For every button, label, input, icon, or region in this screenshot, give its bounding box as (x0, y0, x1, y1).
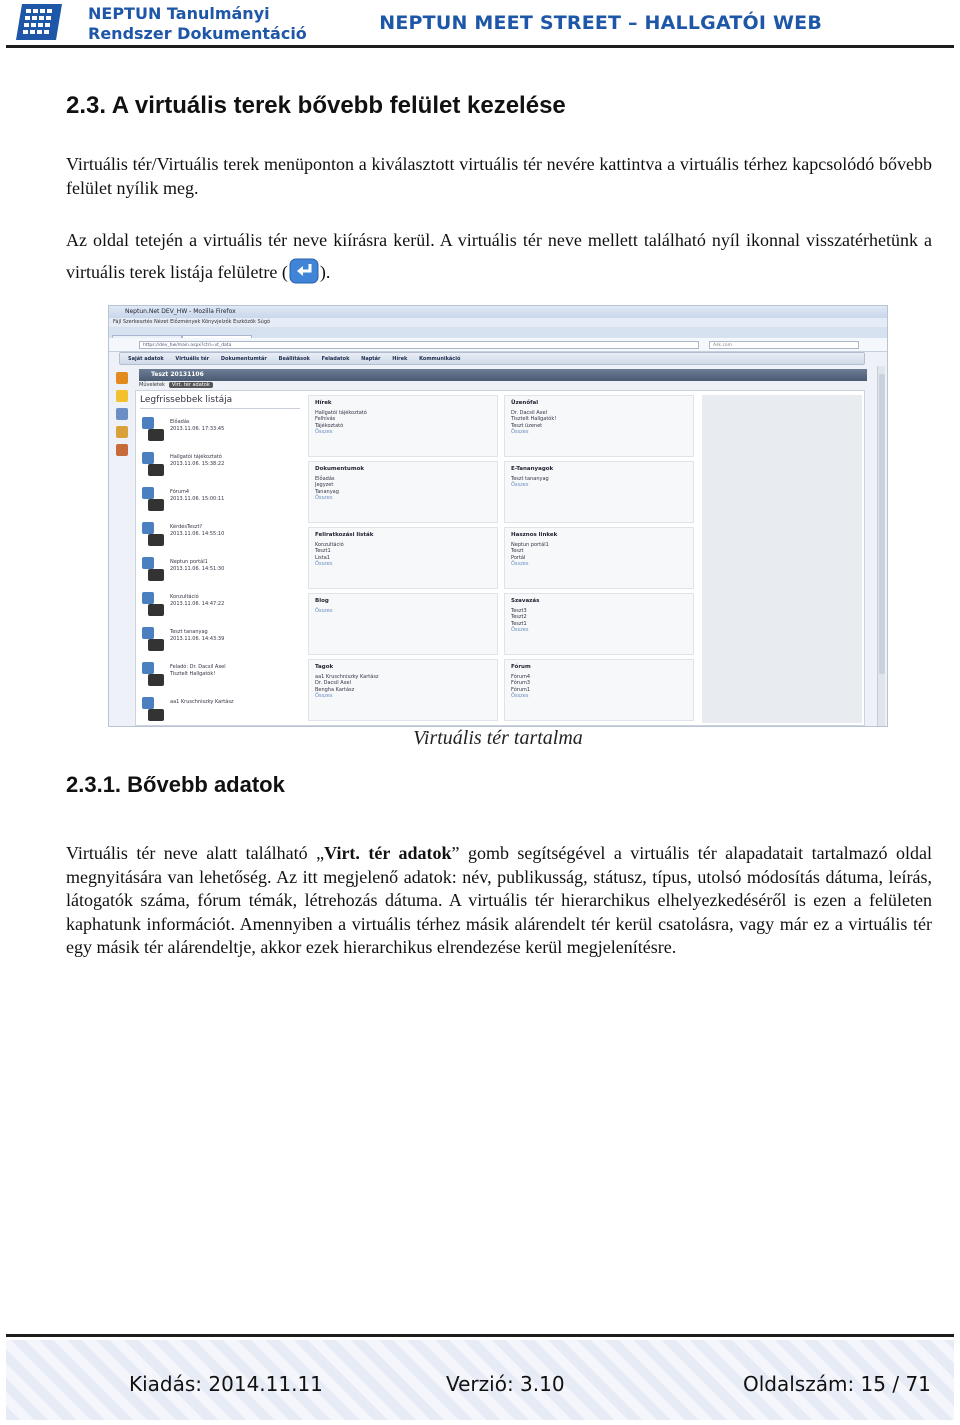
card-line: Teszt üzenet (511, 422, 543, 429)
p2-text-after: ). (319, 262, 331, 282)
side-icon (116, 390, 128, 402)
neptun-logo-icon (14, 2, 64, 42)
card-more-link: Összes (315, 429, 333, 435)
card-more-link: Összes (511, 429, 529, 435)
browser-tabs (109, 327, 887, 338)
item-title: Teszt tananyag (170, 629, 208, 635)
card-more-link: Összes (511, 693, 529, 699)
card-line: Teszt1 (315, 548, 331, 554)
item-date: 2013.11.06. 15:00:11 (170, 496, 225, 502)
card-title: Tagok (315, 664, 334, 670)
list-item (140, 658, 300, 693)
right-panel (702, 395, 862, 723)
side-icon-bar (113, 366, 131, 726)
header-doc-title (88, 4, 307, 44)
item-date: 2013.11.06. 15:38:22 (170, 461, 225, 467)
card-more-link: Összes (315, 495, 333, 501)
module-card (308, 593, 498, 655)
module-card (504, 659, 694, 721)
list-item (140, 413, 300, 448)
card-line: Portál (511, 554, 526, 561)
card-title: Feliratkozási listák (315, 532, 374, 538)
app-nav (119, 352, 865, 365)
card-more-link: Összes (511, 627, 529, 633)
module-card (308, 461, 498, 523)
card-line: Dr. Dacsil Axel (511, 409, 547, 416)
item-date: Tisztelt Hallgatók! (170, 671, 216, 677)
module-card (504, 395, 694, 457)
item-title: Előadás (170, 419, 190, 425)
card-line: Hallgatói tájékoztató (315, 409, 367, 416)
paragraph-intro: Virtuális tér/Virtuális terek menüponton a kiválasztott virtuális tér nevére kattintva a virtuális térhez kapcsolódó bővebb felület nyílik meg. (66, 154, 932, 198)
card-line: Tananyag (315, 488, 339, 495)
p3-bold-button-name: Virt. tér adatok (324, 843, 452, 863)
nav-item: Hírek (392, 356, 408, 362)
list-item (140, 693, 300, 727)
card-more-link: Összes (511, 482, 529, 488)
module-card (504, 461, 694, 523)
header-line-2: Rendszer Dokumentáció (88, 24, 307, 43)
card-line: Tájékoztató (315, 422, 344, 429)
footer-release: Kiadás: 2014.11.11 (129, 1372, 323, 1396)
item-title: Hallgatói tájékoztató (170, 454, 222, 460)
card-title: E-Tananyagok (511, 466, 554, 472)
p3-text-after: ” gomb segítségével a virtuális tér alapadatait tartalmazó oldal megnyitására van lehetőség. Az itt megjelenő adatok: név, publikusság, státusz, típus, utolsó módosítás dátuma, leírás, látogatók száma, fórum témák, létrehozás dátuma. A virtuális tér hierarchikus elhelyezkedéséről is ezen a felületen kaphatunk információt. Amennyiben a virtuális térhez másik alárendelt tér kerül csatolásra, vagy már ez a virtuális tér egy másik tér alárendeltje, akkor ezek hierarchikus elrendezése kerül megjelenítésre. (66, 843, 932, 957)
side-icon (116, 372, 128, 384)
list-item (140, 518, 300, 553)
card-more-link: Összes (511, 561, 529, 567)
nav-item: Feladatok (321, 356, 350, 362)
actions-label: Műveletek (139, 382, 165, 388)
space-title: Teszt 20131106 (139, 369, 867, 381)
card-title: Fórum (511, 664, 531, 670)
module-card (308, 395, 498, 457)
module-card (504, 593, 694, 655)
card-line: Teszt1 (511, 620, 527, 627)
card-line: Fórum4 (511, 673, 531, 680)
nav-item: Dokumentumtár (220, 356, 267, 362)
item-date: 2013.11.06. 17:33:45 (170, 426, 225, 432)
paragraph-back-arrow (66, 224, 932, 288)
card-line: Konzultáció (315, 541, 344, 548)
side-icon (116, 444, 128, 456)
item-title: KérdésTeszt? (170, 524, 203, 530)
list-item (140, 623, 300, 658)
card-title: Dokumentumok (315, 466, 365, 472)
item-title: Konzultáció (170, 594, 199, 600)
card-more-link: Összes (315, 693, 333, 699)
recent-list (140, 413, 300, 727)
nav-item: Beállítások (278, 356, 310, 362)
card-line: Lista1 (315, 554, 330, 561)
subsection-heading: 2.3.1. Bővebb adatok (66, 772, 285, 797)
card-line: Teszt (511, 548, 524, 554)
item-date: 2013.11.06. 14:51:30 (170, 566, 225, 572)
card-title: Blog (315, 598, 329, 604)
item-title: Fórum4 (170, 489, 190, 495)
browser-url-row (109, 338, 887, 352)
card-line: Teszt tananyag (511, 475, 549, 482)
paragraph-details (66, 842, 932, 960)
figure-caption: Virtuális tér tartalma (413, 727, 583, 749)
browser-url: https://dev_hw/main.aspx?ctrl=vt_data (139, 341, 699, 349)
browser-title: Neptun.Net DEV_HW - Mozilla Firefox (109, 306, 887, 318)
card-title: Szavazás (511, 598, 540, 604)
figure-screenshot (108, 305, 888, 727)
space-content (135, 390, 865, 726)
list-item (140, 588, 300, 623)
figure-scrollbar (877, 366, 885, 726)
module-card (308, 659, 498, 721)
page-footer (6, 1340, 954, 1420)
card-more-link: Összes (315, 607, 333, 614)
header-line-1: NEPTUN Tanulmányi (88, 4, 270, 23)
p2-text-before: Az oldal tetején a virtuális tér neve kiírásra kerül. A virtuális tér neve mellett található nyíl ikonnal visszatérhetünk a virtuális terek listája felületre ( (66, 230, 932, 282)
card-line: Dr. Dacsil Axel (315, 680, 351, 686)
card-line: Jegyzet (315, 482, 334, 488)
p3-text-before: Virtuális tér neve alatt található „ (66, 843, 325, 863)
module-card (308, 527, 498, 589)
section-heading: 2.3. A virtuális terek bővebb felület kezelése (66, 92, 566, 119)
item-title: aa1 Kruschniszky Kartász (170, 699, 234, 705)
header-rule (6, 45, 954, 48)
card-line: aa1 Kruschniszky Kartász (315, 673, 379, 680)
nav-item: Saját adatok (128, 356, 164, 362)
nav-item: Virtuális tér (175, 356, 210, 362)
back-arrow-icon (289, 258, 319, 284)
list-item (140, 483, 300, 518)
item-date: 2013.11.06. 14:47:22 (170, 601, 225, 607)
card-title: Hasznos linkek (511, 532, 558, 538)
card-title: Hírek (315, 400, 332, 406)
page-header (0, 0, 960, 50)
card-line: Fórum3 (511, 680, 531, 686)
item-title: Neptun portál1 (170, 559, 208, 565)
card-line: Neptun portál1 (511, 541, 549, 548)
side-icon (116, 426, 128, 438)
card-line: Tisztelt Hallgatók! (511, 416, 557, 422)
card-line: Előadás (315, 475, 335, 482)
item-date: 2013.11.06. 14:55:10 (170, 531, 225, 537)
card-line: Teszt2 (511, 614, 527, 620)
side-icon (116, 408, 128, 420)
nav-item: Kommunikáció (419, 356, 461, 362)
browser-search: Ask.com (709, 341, 859, 349)
item-title: Feladó: Dr. Dacsil Axel (170, 664, 226, 670)
space-actions (139, 382, 213, 388)
card-line: Felhívás (315, 416, 336, 422)
module-card (504, 527, 694, 589)
card-line: Bengha Kartász (315, 686, 355, 693)
header-module-title: NEPTUN MEET STREET – HALLGATÓI WEB (379, 12, 822, 34)
item-date: 2013.11.06. 14:43:39 (170, 636, 225, 642)
card-line: Teszt3 (511, 607, 527, 614)
list-item (140, 553, 300, 588)
footer-version: Verzió: 3.10 (446, 1372, 565, 1396)
recent-heading: Legfrissebbek listája (140, 395, 300, 409)
footer-page-number: Oldalszám: 15 / 71 (743, 1372, 931, 1396)
card-more-link: Összes (315, 561, 333, 567)
space-data-button: Virt. tér adatok (169, 382, 213, 388)
card-line: Fórum1 (511, 686, 531, 693)
card-title: Üzenőfal (511, 400, 539, 406)
nav-item: Naptár (361, 356, 381, 362)
list-item (140, 448, 300, 483)
browser-menu: Fájl Szerkesztés Nézet Előzmények Könyvjelzők Eszközök Súgó (109, 318, 887, 327)
footer-rule (6, 1334, 954, 1337)
